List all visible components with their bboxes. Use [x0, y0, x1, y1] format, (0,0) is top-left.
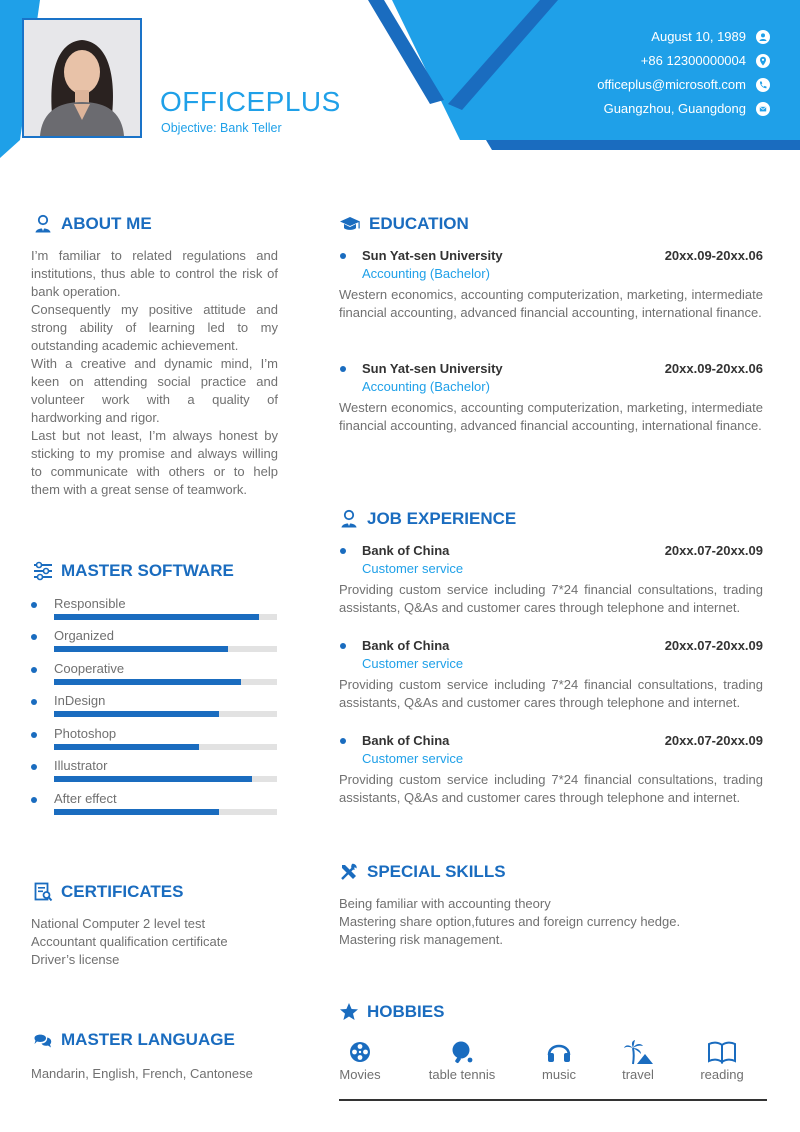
bullet	[340, 253, 346, 259]
objective-text: Objective: Bank Teller	[161, 121, 282, 135]
software-label: Organized	[54, 628, 114, 643]
hobbies-title	[339, 1002, 444, 1022]
profile-photo	[22, 18, 142, 138]
hobby-label: table tennis	[428, 1067, 496, 1082]
software-label: InDesign	[54, 693, 106, 708]
job-role: Customer service	[362, 561, 464, 576]
graduation-cap-icon	[339, 214, 361, 234]
bullet	[340, 366, 346, 372]
contact-phone	[641, 53, 770, 68]
film-reel-icon	[348, 1040, 372, 1064]
contact-location	[604, 101, 770, 116]
skill-item: Being familiar with accounting theory	[339, 896, 551, 911]
software-label: After effect	[54, 791, 117, 806]
education-description: Western economics, accounting computerization, marketing, intermediate financial accounting, advanced financial accounting, international finance.	[339, 287, 763, 320]
date-range: 20xx.07-20xx.09	[664, 638, 763, 653]
language-title	[33, 1030, 235, 1050]
skills-title-text: SPECIAL SKILLS	[367, 862, 506, 881]
language-title-text: MASTER LANGUAGE	[61, 1030, 235, 1049]
job-title	[339, 509, 516, 529]
software-item	[31, 758, 277, 790]
school-name: Sun Yat-sen University	[362, 361, 503, 376]
about-title-text: ABOUT ME	[61, 214, 152, 233]
star-icon	[339, 1002, 359, 1022]
certificates-title-text: CERTIFICATES	[61, 882, 184, 901]
software-item	[31, 661, 277, 693]
contact-birthdate	[651, 29, 770, 44]
job-title-text: JOB EXPERIENCE	[367, 509, 517, 528]
certificates-list	[31, 915, 281, 969]
software-label: Responsible	[54, 596, 126, 611]
skills-list	[339, 895, 759, 949]
certificate-icon	[33, 882, 53, 902]
job-role: Customer service	[362, 751, 464, 766]
software-label: Cooperative	[54, 661, 125, 676]
mail-icon	[756, 102, 770, 116]
hobby-label: reading	[700, 1067, 744, 1082]
skill-bar-fill	[54, 646, 228, 652]
skill-bar-fill	[54, 809, 219, 815]
person-icon	[339, 509, 359, 529]
software-item	[31, 726, 277, 758]
candidate-name: OFFICEPLUS	[160, 86, 341, 117]
about-paragraph: With a creative and dynamic mind, I’m keen on attending social practice and volunteer work with a quality of hardworking and rigor.	[31, 356, 278, 425]
employer-name: Bank of China	[362, 638, 450, 653]
hobbies-title-text: HOBBIES	[367, 1002, 445, 1021]
language-text: Mandarin, English, French, Cantonese	[31, 1066, 253, 1081]
bullet	[340, 548, 346, 554]
education-title	[339, 214, 469, 234]
education-description: Western economics, accounting computerization, marketing, intermediate financial accounting, advanced financial accounting, international finance.	[339, 400, 763, 433]
sliders-icon	[33, 561, 53, 581]
software-title-text: MASTER SOFTWARE	[61, 561, 234, 580]
skill-bar	[54, 614, 277, 620]
bullet	[340, 643, 346, 649]
bullet	[31, 797, 37, 803]
date-range: 20xx.09-20xx.06	[664, 248, 763, 263]
software-item	[31, 693, 277, 725]
about-title	[33, 214, 152, 234]
location-icon	[756, 54, 770, 68]
about-paragraph: Consequently my positive attitude and strong ability of learning led to my outstanding academic achievement.	[31, 302, 278, 353]
job-description: Providing custom service including 7*24 financial consultations, trading assistants, Q&As and customer cares through telephone and internet.	[339, 772, 763, 805]
software-title	[33, 561, 234, 581]
contact-text: +86 12300000004	[640, 53, 746, 68]
hobby-reading	[687, 1040, 757, 1082]
bullet	[31, 732, 37, 738]
software-item	[31, 596, 277, 628]
tools-icon	[339, 862, 359, 882]
degree: Accounting (Bachelor)	[362, 266, 490, 281]
hobby-travel	[603, 1040, 673, 1082]
date-range: 20xx.07-20xx.09	[664, 543, 763, 558]
employer-name: Bank of China	[362, 543, 450, 558]
hobby-movies	[325, 1040, 395, 1082]
job-description: Providing custom service including 7*24 financial consultations, trading assistants, Q&As and customer cares through telephone and internet.	[339, 677, 763, 710]
skill-bar	[54, 711, 277, 717]
skill-item: Mastering share option,futures and foreign currency hedge.	[339, 914, 681, 929]
contact-email	[597, 77, 770, 92]
skill-bar-fill	[54, 614, 259, 620]
skill-item: Mastering risk management.	[339, 932, 504, 947]
person-icon	[33, 214, 53, 234]
bullet	[31, 634, 37, 640]
hobby-label: Movies	[339, 1067, 381, 1082]
skill-bar-fill	[54, 679, 241, 685]
skill-bar	[54, 646, 277, 652]
skill-bar-fill	[54, 776, 252, 782]
contact-text: Guangzhou, Guangdong	[603, 101, 746, 116]
certificate-item: National Computer 2 level test	[31, 916, 206, 931]
palm-tree-icon	[623, 1040, 653, 1066]
contact-text: officeplus@microsoft.com	[597, 77, 746, 92]
about-text	[31, 247, 278, 499]
skill-bar	[54, 809, 277, 815]
about-paragraph: I’m familiar to related regulations and institutions, thus able to control the risk of bank operation.	[31, 248, 278, 299]
certificate-item: Driver’s license	[31, 952, 120, 967]
contact-text: August 10, 1989	[651, 29, 746, 44]
skill-bar-fill	[54, 711, 219, 717]
skill-bar	[54, 744, 277, 750]
bullet	[31, 699, 37, 705]
date-range: 20xx.07-20xx.09	[664, 733, 763, 748]
user-icon	[756, 30, 770, 44]
employer-name: Bank of China	[362, 733, 450, 748]
software-item	[31, 628, 277, 660]
skill-bar	[54, 776, 277, 782]
phone-icon	[756, 78, 770, 92]
skills-title	[339, 862, 506, 882]
certificates-title	[33, 882, 183, 902]
footer-divider	[339, 1099, 767, 1101]
skill-bar	[54, 679, 277, 685]
bullet	[31, 602, 37, 608]
software-item	[31, 791, 277, 823]
bullet	[31, 764, 37, 770]
bullet	[31, 667, 37, 673]
bullet	[340, 738, 346, 744]
certificate-item: Accountant qualification certificate	[31, 934, 228, 949]
software-label: Photoshop	[54, 726, 117, 741]
school-name: Sun Yat-sen University	[362, 248, 503, 263]
headphones-icon	[546, 1040, 572, 1064]
hobby-label: music	[542, 1067, 576, 1082]
chat-bubbles-icon	[33, 1030, 53, 1050]
table-tennis-icon	[450, 1040, 474, 1064]
degree: Accounting (Bachelor)	[362, 379, 490, 394]
job-description: Providing custom service including 7*24 financial consultations, trading assistants, Q&As and customer cares through telephone and internet.	[339, 582, 763, 615]
date-range: 20xx.09-20xx.06	[664, 361, 763, 376]
skill-bar-fill	[54, 744, 199, 750]
about-paragraph: Last but not least, I’m always honest by sticking to my promise and always willing to communicate with others or to help them with a great sense of teamwork.	[31, 428, 278, 497]
education-title-text: EDUCATION	[369, 214, 469, 233]
software-label: Illustrator	[54, 758, 108, 773]
hobby-music	[524, 1040, 594, 1082]
hobby-table-tennis	[427, 1040, 497, 1082]
job-role: Customer service	[362, 656, 464, 671]
book-icon	[707, 1040, 737, 1064]
hobby-label: travel	[622, 1067, 654, 1082]
